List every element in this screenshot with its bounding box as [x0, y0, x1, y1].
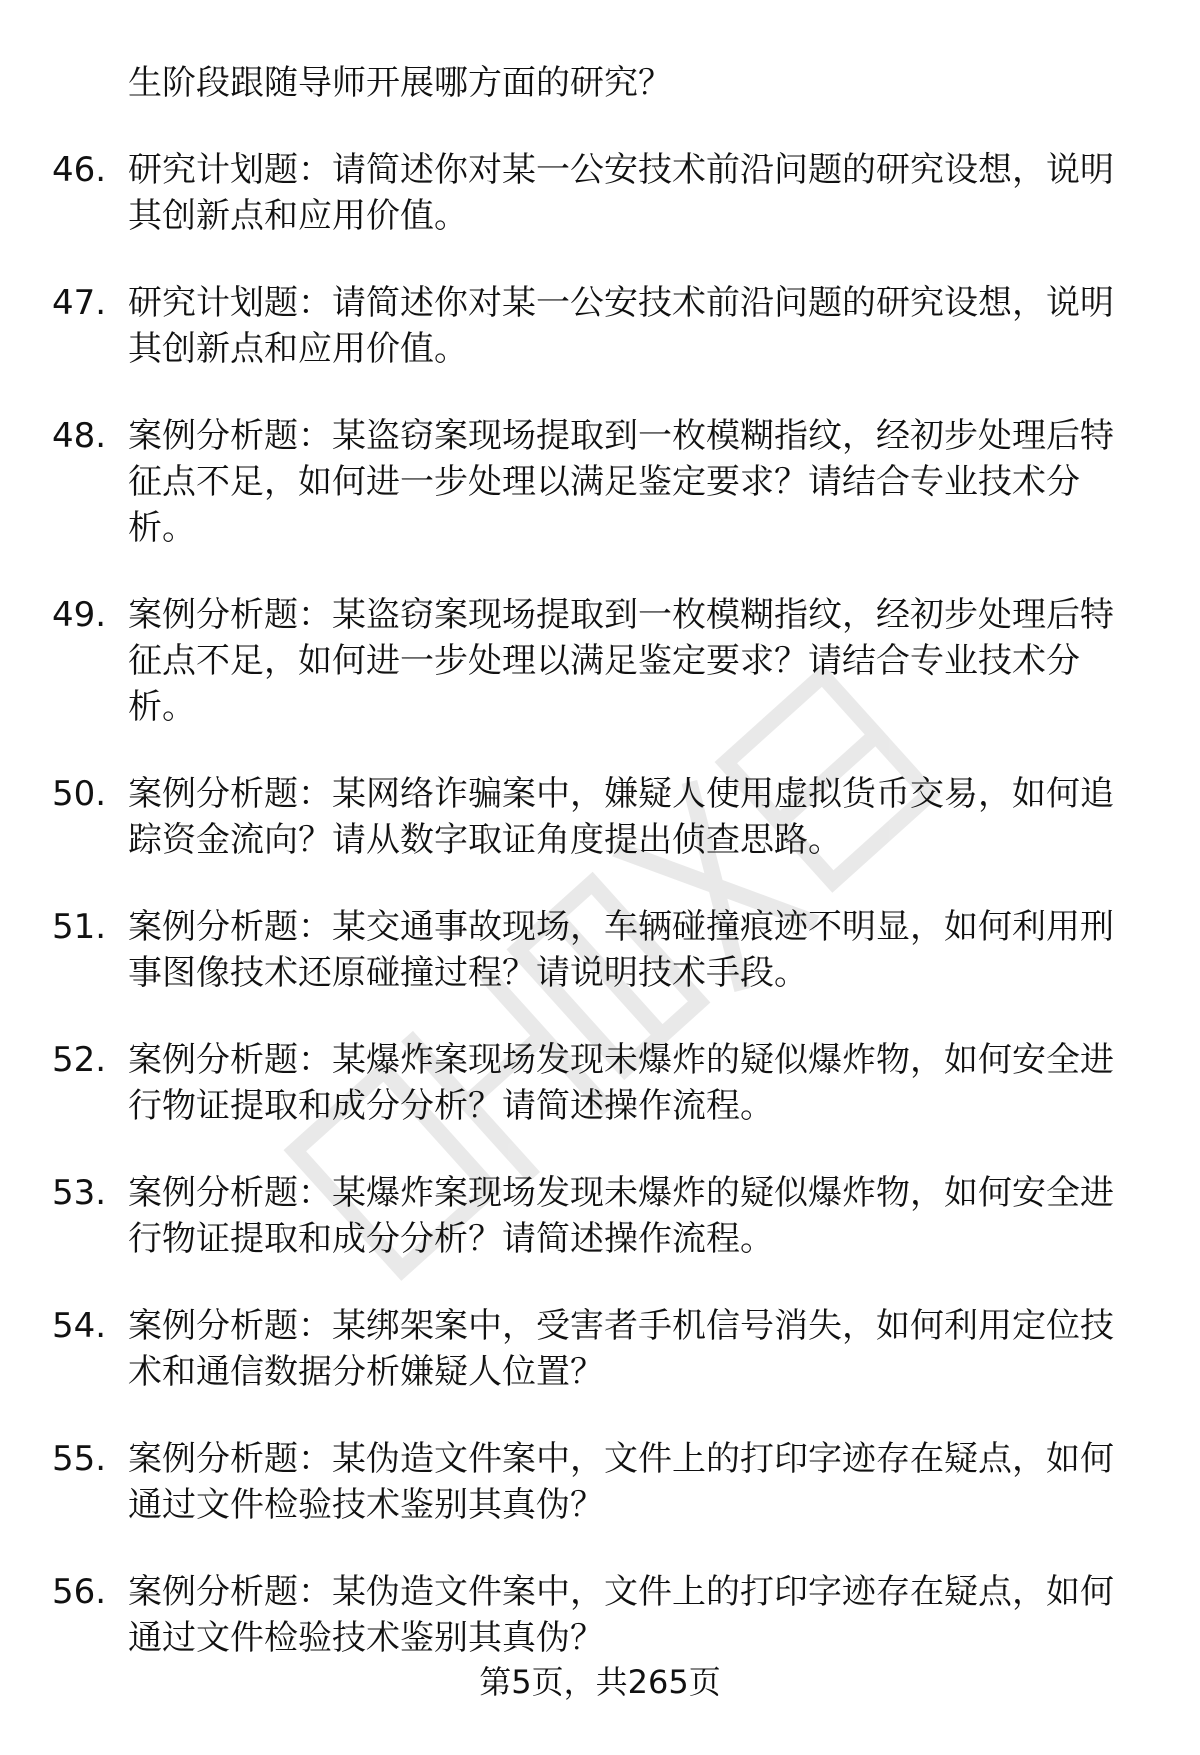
- question-text: 案例分析题：某伪造文件案中，文件上的打印字迹存在疑点，如何通过文件检验技术鉴别其真伪？: [128, 1572, 1114, 1658]
- question-list: [0, 147, 1200, 1702]
- question-text: 案例分析题：某交通事故现场，车辆碰撞痕迹不明显，如何利用刑事图像技术还原碰撞过程？请说明技术手段。: [128, 907, 1114, 993]
- question-item: [0, 1436, 1200, 1528]
- continuation-text: 生阶段跟随导师开展哪方面的研究？: [128, 63, 672, 103]
- question-item: [0, 904, 1200, 996]
- question-number: 49.: [52, 595, 107, 635]
- question-item: [0, 147, 1200, 239]
- question-text: 案例分析题：某伪造文件案中，文件上的打印字迹存在疑点，如何通过文件检验技术鉴别其真伪？: [128, 1439, 1114, 1525]
- question-text: 研究计划题：请简述你对某一公安技术前沿问题的研究设想，说明其创新点和应用价值。: [128, 150, 1114, 236]
- question-text: 案例分析题：某绑架案中，受害者手机信号消失，如何利用定位技术和通信数据分析嫌疑人位置？: [128, 1306, 1114, 1392]
- question-item: [0, 1569, 1200, 1661]
- question-text: 案例分析题：某网络诈骗案中，嫌疑人使用虚拟货币交易，如何追踪资金流向？请从数字取证角度提出侦查思路。: [128, 774, 1114, 860]
- question-number: 55.: [52, 1439, 107, 1479]
- question-number: 47.: [52, 283, 107, 323]
- question-item: [0, 771, 1200, 863]
- question-number: 51.: [52, 907, 107, 947]
- question-number: 46.: [52, 150, 107, 190]
- question-text: 案例分析题：某爆炸案现场发现未爆炸的疑似爆炸物，如何安全进行物证提取和成分分析？请简述操作流程。: [128, 1173, 1114, 1259]
- question-item: [0, 592, 1200, 730]
- question-text: 案例分析题：某盗窃案现场提取到一枚模糊指纹，经初步处理后特征点不足，如何进一步处理以满足鉴定要求？请结合专业技术分析。: [128, 595, 1114, 727]
- question-text: 案例分析题：某爆炸案现场发现未爆炸的疑似爆炸物，如何安全进行物证提取和成分分析？请简述操作流程。: [128, 1040, 1114, 1126]
- question-text: 案例分析题：某盗窃案现场提取到一枚模糊指纹，经初步处理后特征点不足，如何进一步处理以满足鉴定要求？请结合专业技术分析。: [128, 416, 1114, 548]
- page-footer: 第5页，共265页: [479, 1663, 721, 1701]
- question-number: 56.: [52, 1572, 107, 1612]
- question-number: 52.: [52, 1040, 107, 1080]
- question-number: 48.: [52, 416, 107, 456]
- question-item: [0, 1303, 1200, 1395]
- question-text: 研究计划题：请简述你对某一公安技术前沿问题的研究设想，说明其创新点和应用价值。: [128, 283, 1114, 369]
- question-item: [0, 1170, 1200, 1262]
- question-item: [0, 413, 1200, 551]
- question-number: 54.: [52, 1306, 107, 1346]
- question-item: [0, 1037, 1200, 1129]
- question-number: 50.: [52, 774, 107, 814]
- question-item: [0, 280, 1200, 372]
- question-number: 53.: [52, 1173, 107, 1213]
